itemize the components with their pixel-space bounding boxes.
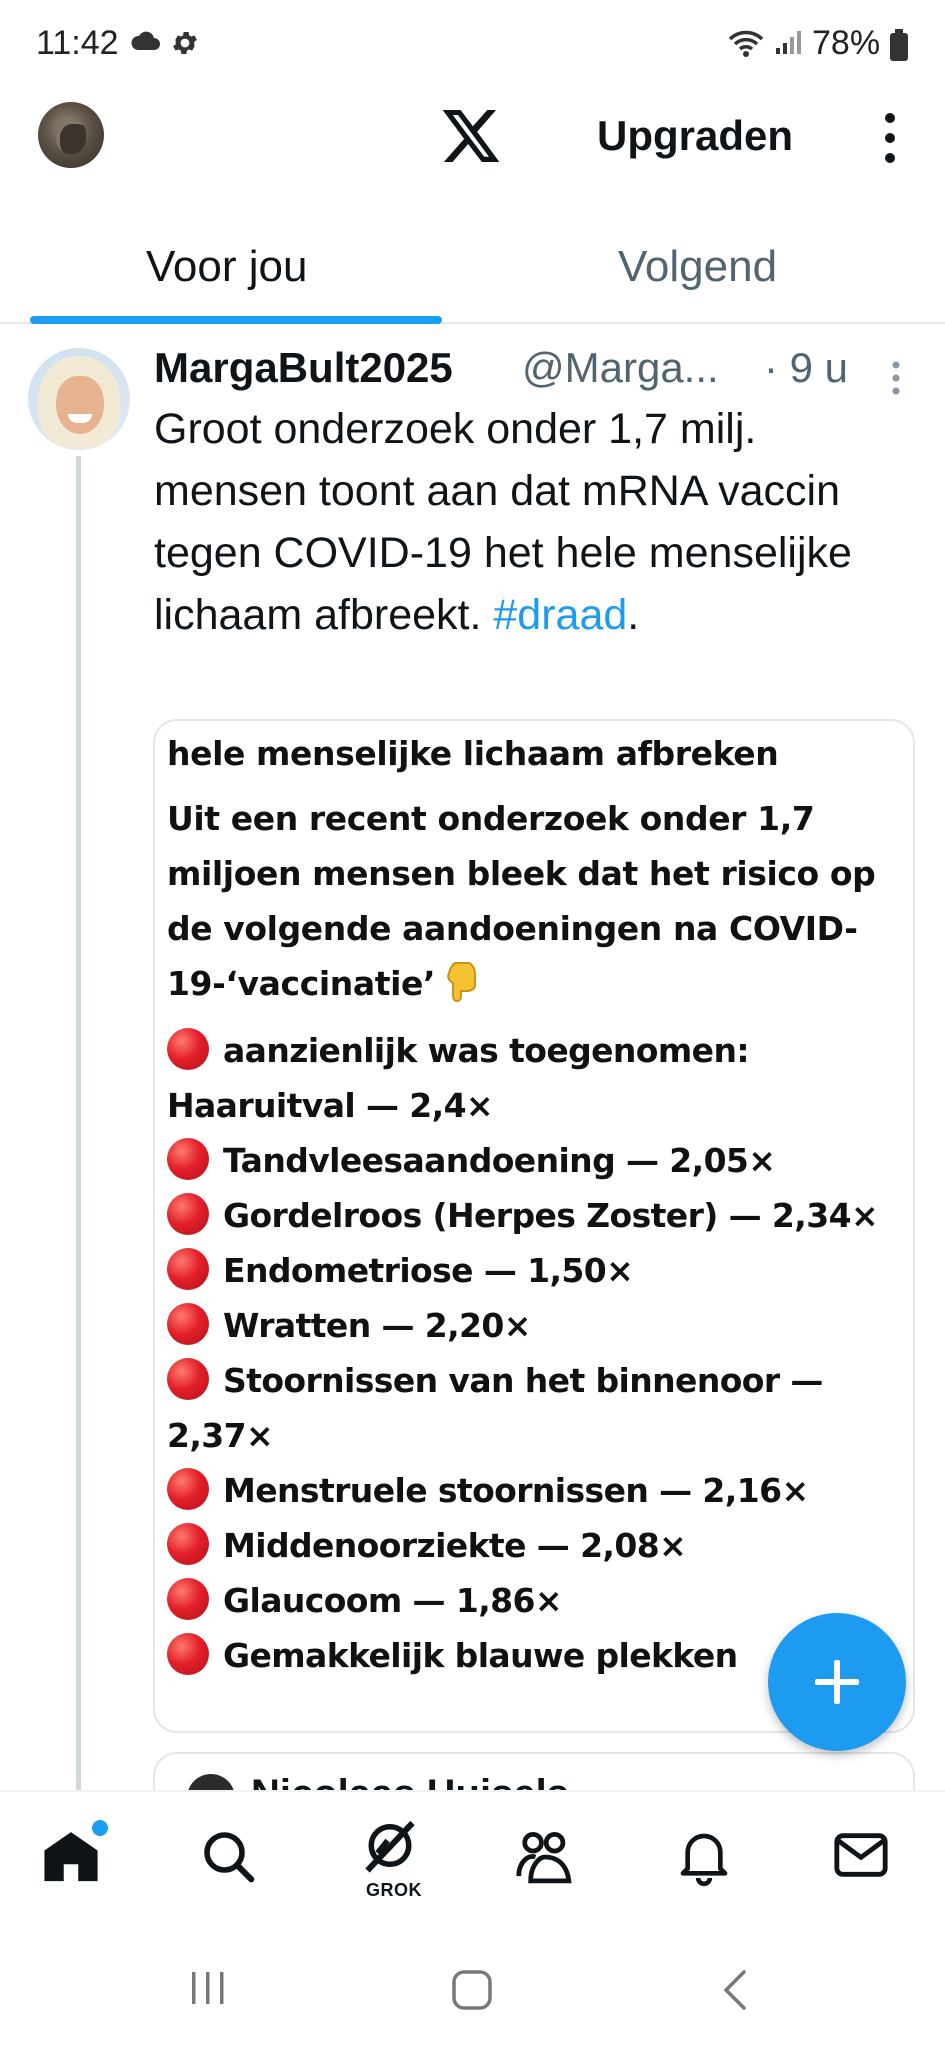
condition-list [167,1023,907,1683]
author-avatar[interactable] [28,348,130,450]
battery-percentage: 78% [812,24,881,62]
list-item: aanzienlijk was toegenomen: Haaruitval — 2,4× [167,1023,907,1133]
list-item: Middenoorziekte — 2,08× [167,1518,907,1573]
list-item: Tandvleesaandoening — 2,05× [167,1133,907,1188]
red-circle-icon [167,1468,209,1510]
author-handle[interactable]: @Marga... [522,344,719,391]
system-home-icon[interactable] [450,1968,494,2012]
grok-label: GROK [366,1880,422,1900]
nav-communities[interactable] [514,1828,584,1898]
home-icon [42,1828,100,1886]
nav-grok[interactable] [360,1818,430,1900]
search-icon [200,1828,256,1884]
profile-avatar[interactable] [38,102,104,168]
wifi-icon [726,28,766,58]
image-intro [167,791,907,1011]
cloud-icon [130,30,160,52]
compose-post-button[interactable] [768,1613,906,1751]
nav-home[interactable] [42,1828,112,1898]
red-circle-icon [167,1248,209,1290]
nav-messages[interactable] [832,1828,902,1898]
back-icon[interactable] [720,1968,750,2012]
nav-search[interactable] [200,1828,270,1898]
pointing-down-hand-icon [443,959,481,1003]
image-title: hele menselijke lichaam afbreken [167,734,779,773]
post-body: Groot onderzoek onder 1,7 milj. mensen toont aan dat mRNA vaccin tegen COVID-19 het hele menselijke lichaam afbreekt. [154,405,852,639]
post-image[interactable] [153,719,915,1733]
red-circle-icon [167,1358,209,1400]
post-more-icon[interactable] [888,360,904,396]
status-bar [0,0,945,90]
author-name[interactable]: MargaBult2025 [154,344,453,391]
post-timestamp: · 9 u [764,344,849,391]
thread-line [76,456,81,1796]
red-circle-icon [167,1578,209,1620]
list-item: Endometriose — 1,50× [167,1243,907,1298]
red-circle-icon [167,1523,209,1565]
battery-icon [889,29,909,61]
recent-apps-icon[interactable] [188,1968,228,2008]
status-time: 11:42 [36,24,119,62]
tab-for-you[interactable]: Voor jou [146,242,308,291]
bottom-navigation [0,1790,945,1930]
active-tab-indicator [30,316,442,324]
post[interactable] [0,326,945,1792]
red-circle-icon [167,1028,209,1070]
grok-icon [360,1818,420,1878]
tab-following[interactable]: Volgend [618,242,778,291]
feed-tabs [0,230,945,324]
notifications-icon [676,1828,732,1886]
list-item: Gemakkelijk blauwe plekken [167,1628,907,1683]
list-item: Stoornissen van het binnenoor — 2,37× [167,1353,907,1463]
post-body-end: . [627,591,640,639]
list-item: Wratten — 2,20× [167,1298,907,1353]
upgrade-button[interactable]: Upgraden [597,112,794,159]
system-navigation [0,1930,945,2048]
post-text [154,398,914,646]
signal-icon [774,28,802,56]
nav-notifications[interactable] [676,1828,746,1898]
more-vertical-icon[interactable] [872,110,908,166]
x-logo-icon [442,110,500,162]
list-item: Menstruele stoornissen — 2,16× [167,1463,907,1518]
unread-dot [92,1820,108,1836]
post-header [154,338,934,398]
communities-icon [514,1828,576,1886]
red-circle-icon [167,1303,209,1345]
red-circle-icon [167,1633,209,1675]
list-item: Gordelroos (Herpes Zoster) — 2,34× [167,1188,907,1243]
list-item: Glaucoom — 1,86× [167,1573,907,1628]
red-circle-icon [167,1193,209,1235]
gear-icon [170,28,200,58]
red-circle-icon [167,1138,209,1180]
messages-icon [832,1828,890,1882]
hashtag-link[interactable]: #draad [493,591,628,639]
image-intro-text: Uit een recent onderzoek onder 1,7 miljoen mensen bleek dat het risico op de volgende aandoeningen na COVID-19-‘vaccinatie’ [167,799,876,1003]
